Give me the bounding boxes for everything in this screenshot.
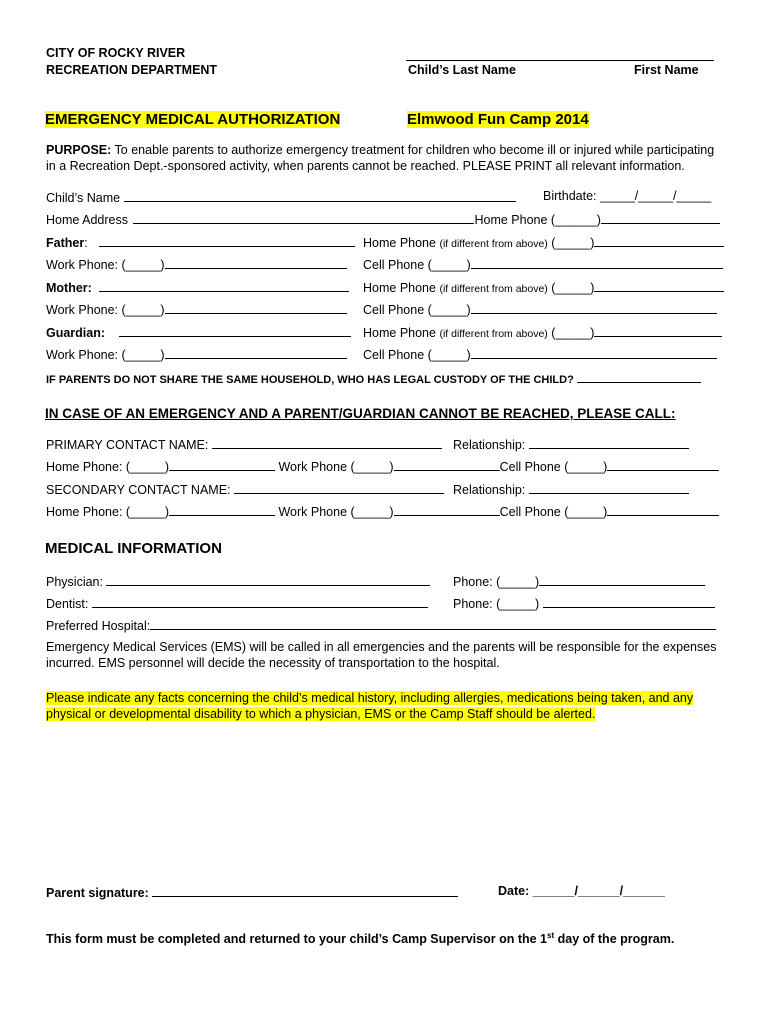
physician-row xyxy=(46,573,430,589)
org-department: RECREATION DEPARTMENT xyxy=(46,63,218,77)
physician-phone-field[interactable] xyxy=(539,573,705,586)
purpose-label: PURPOSE: xyxy=(46,143,112,157)
cell-phone-label: Cell Phone (_____) xyxy=(363,258,471,272)
footer-note xyxy=(46,931,674,946)
if-different-note: (if different from above) xyxy=(439,283,548,295)
home-phone-label: Home Phone: (_____) xyxy=(46,505,169,519)
secondary-relationship-row xyxy=(453,481,689,497)
first-name-label: First Name xyxy=(634,63,699,77)
dentist-row xyxy=(46,595,428,611)
cell-phone-label: Cell Phone (_____) xyxy=(499,505,608,519)
guardian-work-phone-row xyxy=(46,346,347,362)
birthdate-field[interactable]: Birthdate: _____/_____/_____ xyxy=(543,189,712,203)
mother-name-field[interactable] xyxy=(99,279,349,292)
father-label: Father xyxy=(46,236,85,250)
ems-paragraph xyxy=(46,640,716,671)
dentist-label: Dentist: xyxy=(46,597,89,611)
childs-name-label: Child’s Name xyxy=(46,191,121,205)
medical-facts-paragraph xyxy=(46,691,693,722)
secondary-contact-field[interactable] xyxy=(234,481,444,494)
father-name-field[interactable] xyxy=(99,234,355,247)
guardian-home-phone-field[interactable] xyxy=(594,324,722,337)
primary-relationship-field[interactable] xyxy=(529,436,689,449)
secondary-home-phone-field[interactable] xyxy=(169,503,275,516)
father-colon: : xyxy=(84,236,88,250)
guardian-home-phone-row xyxy=(363,324,722,340)
father-work-phone-field[interactable] xyxy=(165,256,347,269)
secondary-relationship-field[interactable] xyxy=(529,481,689,494)
home-phone-diff-label: Home Phone xyxy=(363,326,436,340)
guardian-cell-phone-row xyxy=(363,346,717,362)
guardian-work-phone-field[interactable] xyxy=(165,346,347,359)
signature-row xyxy=(46,884,458,900)
medical-heading: MEDICAL INFORMATION xyxy=(45,540,222,557)
home-phone-field[interactable] xyxy=(601,211,720,224)
cell-phone-label: Cell Phone (_____) xyxy=(363,303,471,317)
physician-field[interactable] xyxy=(106,573,430,586)
father-cell-phone-field[interactable] xyxy=(471,256,723,269)
preferred-hospital-label: Preferred Hospital: xyxy=(46,619,151,633)
work-phone-label: Work Phone: (_____) xyxy=(46,258,165,272)
ems-text-2: incurred. EMS personnel will decide the necessity of transportation to the hospital. xyxy=(46,655,500,670)
work-phone-label: Work Phone (_____) xyxy=(278,505,394,519)
footer-superscript: st xyxy=(547,931,555,940)
child-last-name-label: Child’s Last Name xyxy=(408,63,516,77)
mother-work-phone-field[interactable] xyxy=(165,301,347,314)
physician-phone-row xyxy=(453,573,705,589)
secondary-contact-label: SECONDARY CONTACT NAME: xyxy=(46,483,231,497)
dentist-phone-field[interactable] xyxy=(543,595,715,608)
hospital-row xyxy=(46,617,716,633)
father-cell-phone-row xyxy=(363,256,723,272)
area-code-field[interactable]: (_____) xyxy=(551,236,595,250)
cell-phone-label: Cell Phone (_____) xyxy=(499,460,608,474)
mother-home-phone-field[interactable] xyxy=(594,279,724,292)
parent-signature-field[interactable] xyxy=(152,884,458,897)
dentist-phone-row xyxy=(453,595,715,611)
father-work-phone-row xyxy=(46,256,347,272)
parent-signature-label: Parent signature: xyxy=(46,886,149,900)
father-row xyxy=(46,234,355,250)
primary-cell-phone-field[interactable] xyxy=(607,458,719,471)
relationship-label: Relationship: xyxy=(453,483,526,497)
if-different-note: (if different from above) xyxy=(439,328,548,340)
secondary-work-phone-field[interactable] xyxy=(394,503,500,516)
mother-label: Mother: xyxy=(46,281,92,295)
childs-name-field[interactable] xyxy=(124,189,516,202)
facts-text-2: physical or developmental disability to which a physician, EMS or the Camp Staff should be alerted. xyxy=(46,706,596,721)
mother-cell-phone-field[interactable] xyxy=(471,301,717,314)
camp-title: Elmwood Fun Camp 2014 xyxy=(407,111,589,128)
phone-label: Phone: (_____) xyxy=(453,575,540,589)
if-different-note: (if different from above) xyxy=(439,238,548,250)
primary-contact-field[interactable] xyxy=(212,436,442,449)
child-name-field[interactable] xyxy=(406,60,714,61)
work-phone-label: Work Phone: (_____) xyxy=(46,348,165,362)
dentist-field[interactable] xyxy=(92,595,428,608)
cell-phone-label: Cell Phone (_____) xyxy=(363,348,471,362)
ems-text-1: Emergency Medical Services (EMS) will be called in all emergencies and the parents will be responsible for the expenses xyxy=(46,640,717,654)
custody-row xyxy=(46,370,701,386)
primary-phones-row xyxy=(46,458,719,474)
relationship-label: Relationship: xyxy=(453,438,526,452)
guardian-name-field[interactable] xyxy=(119,324,351,337)
primary-work-phone-field[interactable] xyxy=(394,458,500,471)
purpose-paragraph xyxy=(46,143,714,174)
work-phone-label: Work Phone: (_____) xyxy=(46,303,165,317)
father-home-phone-field[interactable] xyxy=(594,234,724,247)
primary-contact-label: PRIMARY CONTACT NAME: xyxy=(46,438,209,452)
guardian-label: Guardian: xyxy=(46,326,106,340)
home-phone-label: Home Phone: (_____) xyxy=(46,460,169,474)
home-address-row xyxy=(46,211,720,227)
custody-question: IF PARENTS DO NOT SHARE THE SAME HOUSEHOLD, WHO HAS LEGAL CUSTODY OF THE CHILD? xyxy=(46,374,574,386)
primary-relationship-row xyxy=(453,436,689,452)
emergency-heading: IN CASE OF AN EMERGENCY AND A PARENT/GUARDIAN CANNOT BE REACHED, PLEASE CALL: xyxy=(45,406,676,421)
mother-cell-phone-row xyxy=(363,301,717,317)
mother-work-phone-row xyxy=(46,301,347,317)
org-name: CITY OF ROCKY RIVER xyxy=(46,46,186,60)
primary-contact-row xyxy=(46,436,442,452)
guardian-cell-phone-field[interactable] xyxy=(471,346,717,359)
form-title: EMERGENCY MEDICAL AUTHORIZATION xyxy=(45,111,341,128)
purpose-text-1: To enable parents to authorize emergency treatment for children who become ill or injured while participating xyxy=(111,143,715,157)
home-phone-diff-label: Home Phone xyxy=(363,281,436,295)
primary-home-phone-field[interactable] xyxy=(169,458,275,471)
purpose-text-2: in a Recreation Dept.-sponsored activity, when parents cannot be reached. PLEASE PRINT all relevant information. xyxy=(46,158,685,173)
childs-name-row xyxy=(46,189,516,205)
father-home-phone-row xyxy=(363,234,724,250)
phone-label: Phone: (_____) xyxy=(453,597,540,611)
mother-home-phone-row xyxy=(363,279,724,295)
facts-text-1: Please indicate any facts concerning the child’s medical history, including allergies, medications being taken, and any xyxy=(46,691,694,705)
physician-label: Physician: xyxy=(46,575,103,589)
home-phone-label: Home Phone (______) xyxy=(474,213,601,227)
footer-text-1: This form must be completed and returned to your child’s Camp Supervisor on the 1 xyxy=(46,932,548,947)
area-code-field[interactable]: (_____) xyxy=(551,326,595,340)
mother-row xyxy=(46,279,349,295)
signature-date-field[interactable]: Date: ______/______/______ xyxy=(498,884,665,898)
home-address-field[interactable] xyxy=(133,211,474,224)
work-phone-label: Work Phone (_____) xyxy=(278,460,394,474)
footer-text-2: day of the program. xyxy=(554,932,675,947)
preferred-hospital-field[interactable] xyxy=(150,617,716,630)
medical-facts-area[interactable] xyxy=(46,730,722,870)
secondary-contact-row xyxy=(46,481,444,497)
custody-field[interactable] xyxy=(577,370,701,383)
secondary-cell-phone-field[interactable] xyxy=(607,503,719,516)
guardian-row xyxy=(46,324,351,340)
secondary-phones-row xyxy=(46,503,719,519)
home-address-label: Home Address xyxy=(46,213,128,227)
area-code-field[interactable]: (_____) xyxy=(551,281,595,295)
home-phone-diff-label: Home Phone xyxy=(363,236,436,250)
